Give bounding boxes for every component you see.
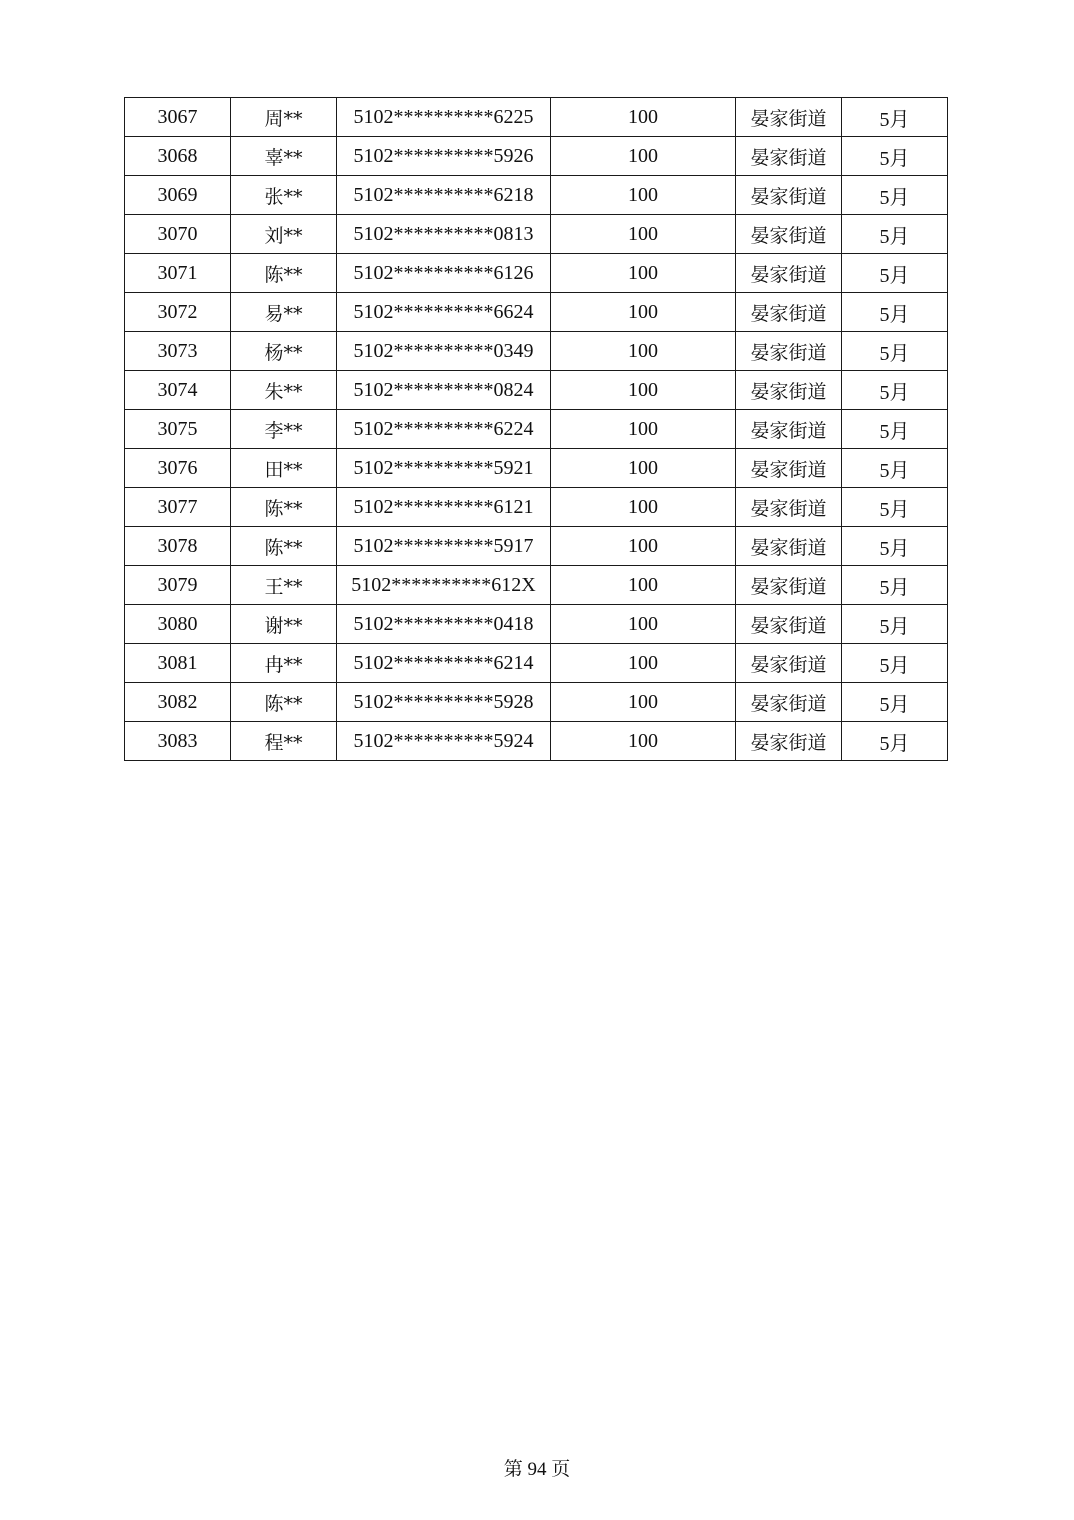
name-cell: 易**: [231, 293, 337, 332]
id-number-cell: 5102**********0349: [337, 332, 551, 371]
amount-cell: 100: [551, 215, 736, 254]
table-row: [125, 371, 948, 410]
street-cell: 晏家街道: [736, 137, 842, 176]
month-cell: 5月: [842, 644, 948, 683]
amount-cell: 100: [551, 605, 736, 644]
month-cell: 5月: [842, 371, 948, 410]
id-number-cell: 5102**********0824: [337, 371, 551, 410]
name-cell: 李**: [231, 410, 337, 449]
amount-cell: 100: [551, 644, 736, 683]
serial-number-cell: 3080: [125, 605, 231, 644]
month-cell: 5月: [842, 254, 948, 293]
amount-cell: 100: [551, 683, 736, 722]
table-row: [125, 566, 948, 605]
id-number-cell: 5102**********6624: [337, 293, 551, 332]
month-cell: 5月: [842, 527, 948, 566]
street-cell: 晏家街道: [736, 332, 842, 371]
street-cell: 晏家街道: [736, 605, 842, 644]
record-table-body: [125, 98, 948, 761]
name-cell: 周**: [231, 98, 337, 137]
street-cell: 晏家街道: [736, 566, 842, 605]
name-cell: 陈**: [231, 254, 337, 293]
table-row: [125, 644, 948, 683]
id-number-cell: 5102**********5924: [337, 722, 551, 761]
table-row: [125, 683, 948, 722]
street-cell: 晏家街道: [736, 410, 842, 449]
table-row: [125, 332, 948, 371]
amount-cell: 100: [551, 371, 736, 410]
month-cell: 5月: [842, 176, 948, 215]
id-number-cell: 5102**********5917: [337, 527, 551, 566]
id-number-cell: 5102**********6218: [337, 176, 551, 215]
page-number: 第 94 页: [503, 1459, 571, 1480]
serial-number-cell: 3073: [125, 332, 231, 371]
serial-number-cell: 3075: [125, 410, 231, 449]
id-number-cell: 5102**********0813: [337, 215, 551, 254]
name-cell: 陈**: [231, 488, 337, 527]
serial-number-cell: 3083: [125, 722, 231, 761]
amount-cell: 100: [551, 98, 736, 137]
table-row: [125, 722, 948, 761]
month-cell: 5月: [842, 683, 948, 722]
table-row: [125, 488, 948, 527]
name-cell: 田**: [231, 449, 337, 488]
id-number-cell: 5102**********5928: [337, 683, 551, 722]
street-cell: 晏家街道: [736, 644, 842, 683]
table-row: [125, 254, 948, 293]
serial-number-cell: 3072: [125, 293, 231, 332]
amount-cell: 100: [551, 566, 736, 605]
table-row: [125, 605, 948, 644]
street-cell: 晏家街道: [736, 254, 842, 293]
month-cell: 5月: [842, 137, 948, 176]
id-number-cell: 5102**********6121: [337, 488, 551, 527]
month-cell: 5月: [842, 332, 948, 371]
street-cell: 晏家街道: [736, 293, 842, 332]
name-cell: 程**: [231, 722, 337, 761]
serial-number-cell: 3068: [125, 137, 231, 176]
name-cell: 辜**: [231, 137, 337, 176]
amount-cell: 100: [551, 254, 736, 293]
id-number-cell: 5102**********6126: [337, 254, 551, 293]
serial-number-cell: 3074: [125, 371, 231, 410]
street-cell: 晏家街道: [736, 215, 842, 254]
amount-cell: 100: [551, 410, 736, 449]
street-cell: 晏家街道: [736, 722, 842, 761]
serial-number-cell: 3067: [125, 98, 231, 137]
name-cell: 陈**: [231, 527, 337, 566]
table-row: [125, 137, 948, 176]
serial-number-cell: 3081: [125, 644, 231, 683]
name-cell: 谢**: [231, 605, 337, 644]
amount-cell: 100: [551, 176, 736, 215]
month-cell: 5月: [842, 215, 948, 254]
amount-cell: 100: [551, 137, 736, 176]
month-cell: 5月: [842, 410, 948, 449]
name-cell: 朱**: [231, 371, 337, 410]
table-row: [125, 215, 948, 254]
month-cell: 5月: [842, 293, 948, 332]
name-cell: 杨**: [231, 332, 337, 371]
serial-number-cell: 3076: [125, 449, 231, 488]
street-cell: 晏家街道: [736, 98, 842, 137]
serial-number-cell: 3071: [125, 254, 231, 293]
table-row: [125, 98, 948, 137]
id-number-cell: 5102**********6225: [337, 98, 551, 137]
street-cell: 晏家街道: [736, 488, 842, 527]
id-number-cell: 5102**********5921: [337, 449, 551, 488]
table-row: [125, 449, 948, 488]
id-number-cell: 5102**********612X: [337, 566, 551, 605]
month-cell: 5月: [842, 98, 948, 137]
table-row: [125, 293, 948, 332]
id-number-cell: 5102**********6214: [337, 644, 551, 683]
amount-cell: 100: [551, 293, 736, 332]
id-number-cell: 5102**********0418: [337, 605, 551, 644]
amount-cell: 100: [551, 449, 736, 488]
table-row: [125, 176, 948, 215]
serial-number-cell: 3078: [125, 527, 231, 566]
serial-number-cell: 3082: [125, 683, 231, 722]
month-cell: 5月: [842, 566, 948, 605]
id-number-cell: 5102**********6224: [337, 410, 551, 449]
table-row: [125, 527, 948, 566]
month-cell: 5月: [842, 488, 948, 527]
name-cell: 刘**: [231, 215, 337, 254]
amount-cell: 100: [551, 527, 736, 566]
serial-number-cell: 3070: [125, 215, 231, 254]
amount-cell: 100: [551, 332, 736, 371]
street-cell: 晏家街道: [736, 683, 842, 722]
amount-cell: 100: [551, 722, 736, 761]
name-cell: 陈**: [231, 683, 337, 722]
amount-cell: 100: [551, 488, 736, 527]
serial-number-cell: 3069: [125, 176, 231, 215]
street-cell: 晏家街道: [736, 527, 842, 566]
month-cell: 5月: [842, 605, 948, 644]
record-table: [124, 97, 948, 761]
table-row: [125, 410, 948, 449]
name-cell: 王**: [231, 566, 337, 605]
serial-number-cell: 3077: [125, 488, 231, 527]
id-number-cell: 5102**********5926: [337, 137, 551, 176]
month-cell: 5月: [842, 722, 948, 761]
street-cell: 晏家街道: [736, 176, 842, 215]
name-cell: 张**: [231, 176, 337, 215]
street-cell: 晏家街道: [736, 371, 842, 410]
name-cell: 冉**: [231, 644, 337, 683]
street-cell: 晏家街道: [736, 449, 842, 488]
serial-number-cell: 3079: [125, 566, 231, 605]
month-cell: 5月: [842, 449, 948, 488]
